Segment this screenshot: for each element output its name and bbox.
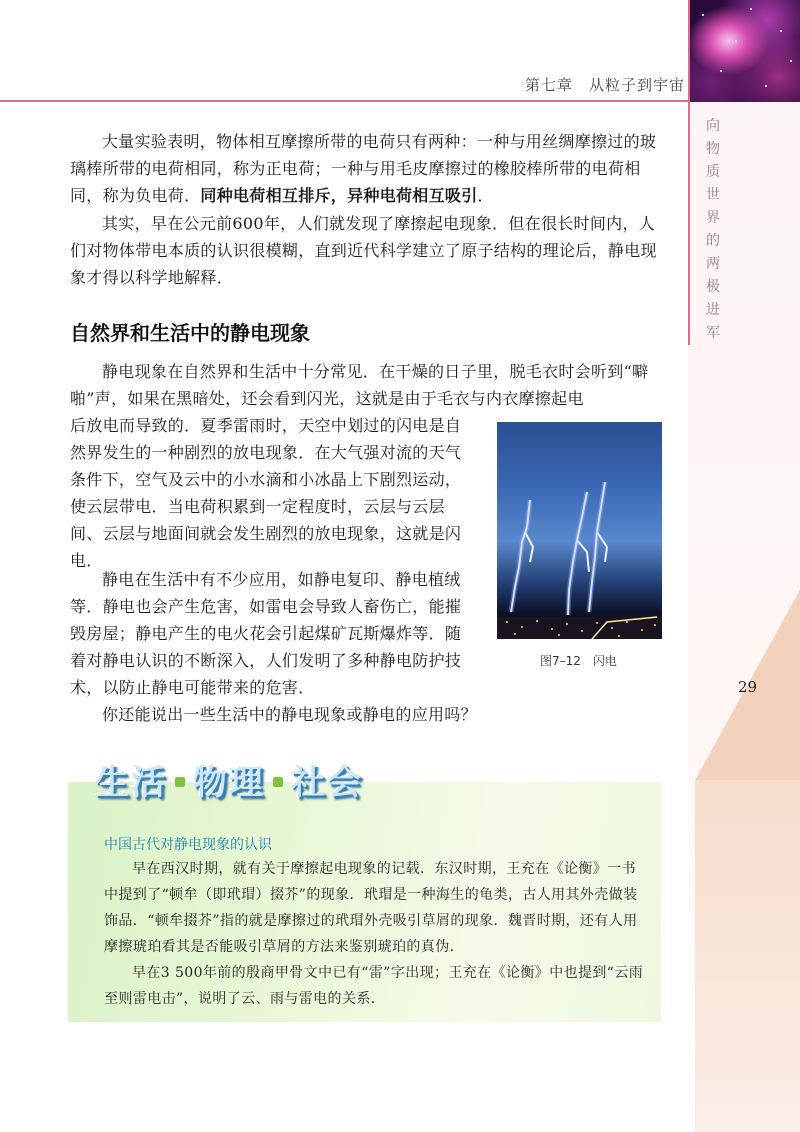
- banner-word: 物理: [193, 763, 265, 803]
- sidebar-vertical-title: [703, 115, 723, 345]
- decorative-corner-band: [695, 780, 800, 1132]
- section-paragraph-2: 静电在生活中有不少应用，如静电复印、静电植绒等．静电也会产生危害，如雷电会导致人畜伤亡，能摧毁房屋；静电产生的电火花会引起煤矿瓦斯爆炸等．随着对静电认识的不断深入，人们发明了多种静电防护技术，以防止静电可能带来的危害．: [70, 570, 462, 697]
- sidebar-char: 进: [706, 302, 720, 318]
- page-number: 29: [738, 678, 758, 696]
- banner-word: 社会: [291, 763, 363, 803]
- sidebar-char: 世: [706, 187, 720, 203]
- sidebar-char: 两: [706, 256, 720, 272]
- intro-paragraph-1: [70, 128, 662, 209]
- lightning-photo: [497, 422, 662, 639]
- header-rule: [0, 100, 688, 102]
- box-title: 中国古代对静电现象的认识: [104, 837, 272, 853]
- intro-end: ．: [477, 186, 494, 205]
- chapter-title: 第七章 从粒子到宇宙: [524, 76, 685, 94]
- section-paragraph-1a: 静电现象在自然界和生活中十分常见．在干燥的日子里，脱毛衣时会听到“噼啪”声，如果在黑暗处，还会看到闪光，这就是由于毛衣与内衣摩擦起电: [70, 362, 649, 408]
- banner-dot-icon: [175, 777, 185, 787]
- sidebar-char: 界: [706, 210, 720, 226]
- figure-caption: 图7–12 闪电: [540, 654, 617, 668]
- life-physics-society-banner: [95, 755, 363, 804]
- sidebar-char: 军: [706, 325, 720, 341]
- sidebar-char: 极: [706, 279, 720, 295]
- sidebar-rule: [688, 0, 690, 345]
- box-paragraph-2: 早在3 500年前的殷商甲骨文中已有“雷”字出现；王充在《论衡》中也提到“云雨至则雷电击”，说明了云、雨与雷电的关系．: [104, 965, 644, 1007]
- sidebar-char: 的: [706, 233, 720, 249]
- intro-paragraph-2: 其实，早在公元前600年，人们就发现了摩擦起电现象．但在很长时间内，人们对物体带电本质的认识很模糊，直到近代科学建立了原子结构的理论后，静电现象才得以科学地解释．: [70, 214, 657, 287]
- section-paragraph-1b: 后放电而导致的．夏季雷雨时，天空中划过的闪电是自然界发生的一种剧烈的放电现象．在大气强对流的天气条件下，空气及云中的小水滴和小冰晶上下剧烈运动，使云层带电．当电荷积累到一定程度时，云层与云层间、云层与地面间就会发生剧烈的放电现象，这就是闪电．: [70, 416, 462, 570]
- sidebar-char: 向: [706, 118, 720, 134]
- intro-bold-rule: 同种电荷相互排斥，异种电荷相互吸引: [200, 186, 478, 205]
- section-question: 你还能说出一些生活中的静电现象或静电的应用吗？: [102, 705, 477, 724]
- intro-text: 大量实验表明，物体相互摩擦所带的电荷只有两种：一种与用丝绸摩擦过的玻璃棒所带的电荷相同，称为正电荷；一种与用毛皮摩擦过的橡胶棒所带的电荷相同，称为负电荷．: [70, 132, 657, 205]
- box-paragraph-1: 早在西汉时期，就有关于摩擦起电现象的记载．东汉时期，王充在《论衡》一书中提到了“顿牟（即玳瑁）掇芥”的现象．玳瑁是一种海生的龟类，古人用其外壳做装饰品．“顿牟掇芥”指的就是摩擦过的玳瑁外壳吸引草屑的现象．魏晋时期，还有人用摩擦琥珀看其是否能吸引草屑的方法来鉴别琥珀的真伪．: [104, 861, 638, 955]
- banner-dot-icon: [273, 777, 283, 787]
- sidebar-char: 物: [706, 141, 720, 157]
- nebula-image: [690, 0, 800, 102]
- sidebar-char: 质: [706, 164, 720, 180]
- banner-word: 生活: [95, 763, 167, 803]
- section-heading: 自然界和生活中的静电现象: [70, 321, 310, 345]
